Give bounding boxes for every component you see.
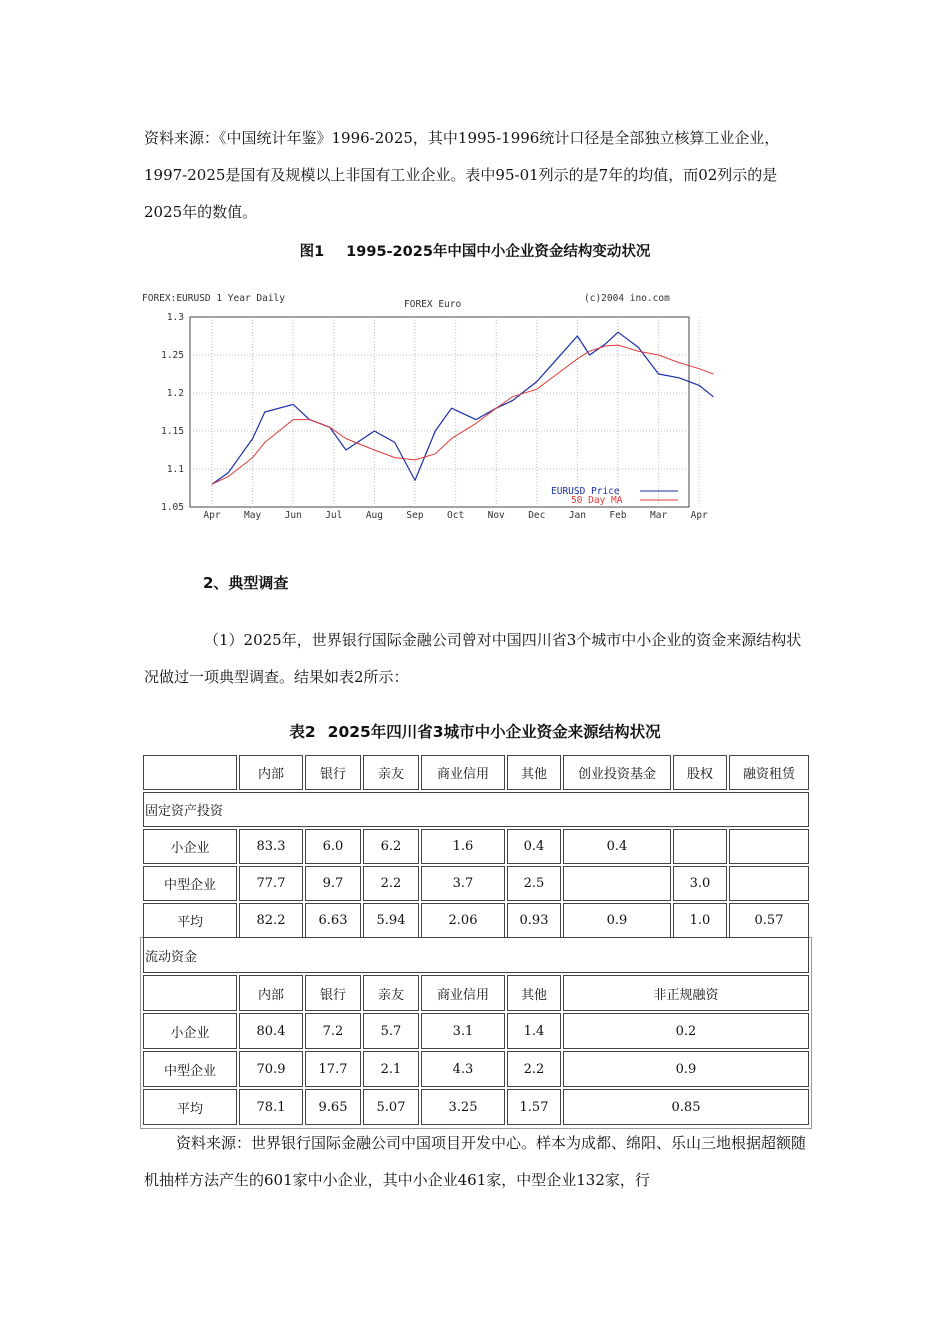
table-cell: 0.9 xyxy=(563,903,671,938)
x-tick-label: Nov xyxy=(487,510,505,521)
legend-price-label: EURUSD Price xyxy=(551,486,620,497)
intro-paragraph: 资料来源：《中国统计年鉴》1996-2025，其中1995-1996统计口径是全部独立核算工业企业，1997-2025是国有及规模以上非国有工业企业。表中95-01列示的是7年的均值，而02列示的是2025年的数值。 xyxy=(144,129,780,221)
table1-header-cell: 融资租赁 xyxy=(729,755,809,790)
x-tick-label: Oct xyxy=(447,510,465,521)
x-tick-label: Dec xyxy=(528,510,546,521)
table1-header-cell: 内部 xyxy=(239,755,303,790)
table-number: 表2 xyxy=(289,723,316,741)
table1-header-cell: 股权 xyxy=(673,755,727,790)
table-cell: 6.63 xyxy=(305,903,361,938)
table-row xyxy=(143,1089,809,1125)
section-working-capital: 流动资金 xyxy=(143,937,809,973)
table-cell: 9.7 xyxy=(305,866,361,901)
survey-paragraph: （1）2025年，世界银行国际金融公司曾对中国四川省3个城市中小企业的资金来源结构状况做过一项典型调查。结果如表2所示： xyxy=(144,631,802,686)
table-cell: 2.5 xyxy=(507,866,561,901)
row-label: 小企业 xyxy=(143,829,237,864)
table2-header-cell xyxy=(143,975,237,1011)
figure-title xyxy=(0,240,950,261)
chart-header-right: (c)2004 ino.com xyxy=(584,293,670,304)
table2-header-row xyxy=(143,975,809,1011)
table-cell: 78.1 xyxy=(239,1089,303,1125)
section-fixed-assets: 固定资产投资 xyxy=(143,792,809,827)
table-cell: 17.7 xyxy=(305,1051,361,1087)
table-cell: 82.2 xyxy=(239,903,303,938)
table-cell: 5.07 xyxy=(363,1089,419,1125)
table-cell: 1.4 xyxy=(507,1013,561,1049)
table-cell xyxy=(563,866,671,901)
fixed-asset-table xyxy=(141,753,811,940)
table-caption xyxy=(0,720,950,742)
table-cell: 0.93 xyxy=(507,903,561,938)
y-tick-label: 1.3 xyxy=(166,312,184,323)
y-axis-ticks xyxy=(161,312,184,513)
source-paragraph: 资料来源：世界银行国际金融公司中国项目开发中心。样本为成都、绵阳、乐山三地根据超额随机抽样方法产生的601家中小企业，其中小企业461家，中型企业132家，行 xyxy=(144,1134,807,1189)
eurusd-chart xyxy=(140,288,708,523)
table2-header-cell: 非正规融资 xyxy=(563,975,809,1011)
y-tick-label: 1.1 xyxy=(166,464,184,475)
x-tick-label: Feb xyxy=(609,510,627,521)
x-tick-label: Aug xyxy=(365,510,383,521)
table-cell: 9.65 xyxy=(305,1089,361,1125)
chart-header-center: FOREX Euro xyxy=(404,299,462,310)
table-row xyxy=(143,1013,809,1049)
table-cell xyxy=(729,866,809,901)
table-cell: 2.06 xyxy=(421,903,505,938)
table-row xyxy=(143,1051,809,1087)
table-cell: 4.3 xyxy=(421,1051,505,1087)
x-tick-label: Apr xyxy=(203,510,221,521)
x-axis-ticks xyxy=(203,510,708,521)
table2-header-cell: 商业信用 xyxy=(421,975,505,1011)
table-cell: 1.0 xyxy=(673,903,727,938)
table-cell: 5.7 xyxy=(363,1013,419,1049)
table-cell: 0.4 xyxy=(507,829,561,864)
table1-header-row xyxy=(143,755,809,790)
table-cell: 70.9 xyxy=(239,1051,303,1087)
table-cell: 0.4 xyxy=(563,829,671,864)
row-label: 中型企业 xyxy=(143,866,237,901)
x-tick-label: Apr xyxy=(690,510,708,521)
table2-header-cell: 银行 xyxy=(305,975,361,1011)
row-label: 小企业 xyxy=(143,1013,237,1049)
x-tick-label: Jul xyxy=(325,510,343,521)
table1-header-cell xyxy=(143,755,237,790)
table1-header-cell: 亲友 xyxy=(363,755,419,790)
x-tick-label: Mar xyxy=(650,510,668,521)
table-cell: 6.2 xyxy=(363,829,419,864)
table-cell: 7.2 xyxy=(305,1013,361,1049)
row-label: 中型企业 xyxy=(143,1051,237,1087)
table-cell: 6.0 xyxy=(305,829,361,864)
row-label: 平均 xyxy=(143,1089,237,1125)
legend-ma-label: 50 Day MA xyxy=(571,495,623,506)
section-heading: 2、典型调查 xyxy=(203,574,289,592)
table1-section-row xyxy=(143,792,809,827)
table-cell: 2.2 xyxy=(363,866,419,901)
table-cell: 2.2 xyxy=(507,1051,561,1087)
table-caption-text: 2025年四川省3城市中小企业资金来源结构状况 xyxy=(327,723,661,741)
table-row xyxy=(143,903,809,938)
table-cell: 0.57 xyxy=(729,903,809,938)
table-cell: 80.4 xyxy=(239,1013,303,1049)
y-tick-label: 1.05 xyxy=(161,502,184,513)
table-cell: 5.94 xyxy=(363,903,419,938)
table-cell: 3.1 xyxy=(421,1013,505,1049)
table2-header-cell: 其他 xyxy=(507,975,561,1011)
figure-number: 图1 xyxy=(299,244,325,260)
table2-section-row xyxy=(143,937,809,973)
y-tick-label: 1.25 xyxy=(161,350,184,361)
row-label: 平均 xyxy=(143,903,237,938)
table1-header-cell: 创业投资基金 xyxy=(563,755,671,790)
y-tick-label: 1.15 xyxy=(161,426,184,437)
table-cell: 0.9 xyxy=(563,1051,809,1087)
table-cell: 1.57 xyxy=(507,1089,561,1125)
table-cell: 3.25 xyxy=(421,1089,505,1125)
y-tick-label: 1.2 xyxy=(166,388,184,399)
table1-header-cell: 其他 xyxy=(507,755,561,790)
table-cell: 2.1 xyxy=(363,1051,419,1087)
table-cell: 83.3 xyxy=(239,829,303,864)
figure-caption: 1995-2025年中国中小企业资金结构变动状况 xyxy=(346,244,651,260)
table-row xyxy=(143,866,809,901)
x-tick-label: Sep xyxy=(406,510,424,521)
x-tick-label: Jan xyxy=(568,510,586,521)
x-tick-label: Jun xyxy=(284,510,302,521)
table2-header-cell: 亲友 xyxy=(363,975,419,1011)
table1-header-cell: 商业信用 xyxy=(421,755,505,790)
chart-header-left: FOREX:EURUSD 1 Year Daily xyxy=(142,293,285,304)
table-cell: 0.2 xyxy=(563,1013,809,1049)
table-row xyxy=(143,829,809,864)
table-cell xyxy=(673,829,727,864)
table-cell: 1.6 xyxy=(421,829,505,864)
table-cell: 0.85 xyxy=(563,1089,809,1125)
working-capital-table xyxy=(141,935,811,1127)
table-cell: 3.0 xyxy=(673,866,727,901)
table-cell: 3.7 xyxy=(421,866,505,901)
chart-svg xyxy=(140,288,708,523)
table2-header-cell: 内部 xyxy=(239,975,303,1011)
table1-header-cell: 银行 xyxy=(305,755,361,790)
table-cell xyxy=(729,829,809,864)
x-tick-label: May xyxy=(244,510,262,521)
table-cell: 77.7 xyxy=(239,866,303,901)
